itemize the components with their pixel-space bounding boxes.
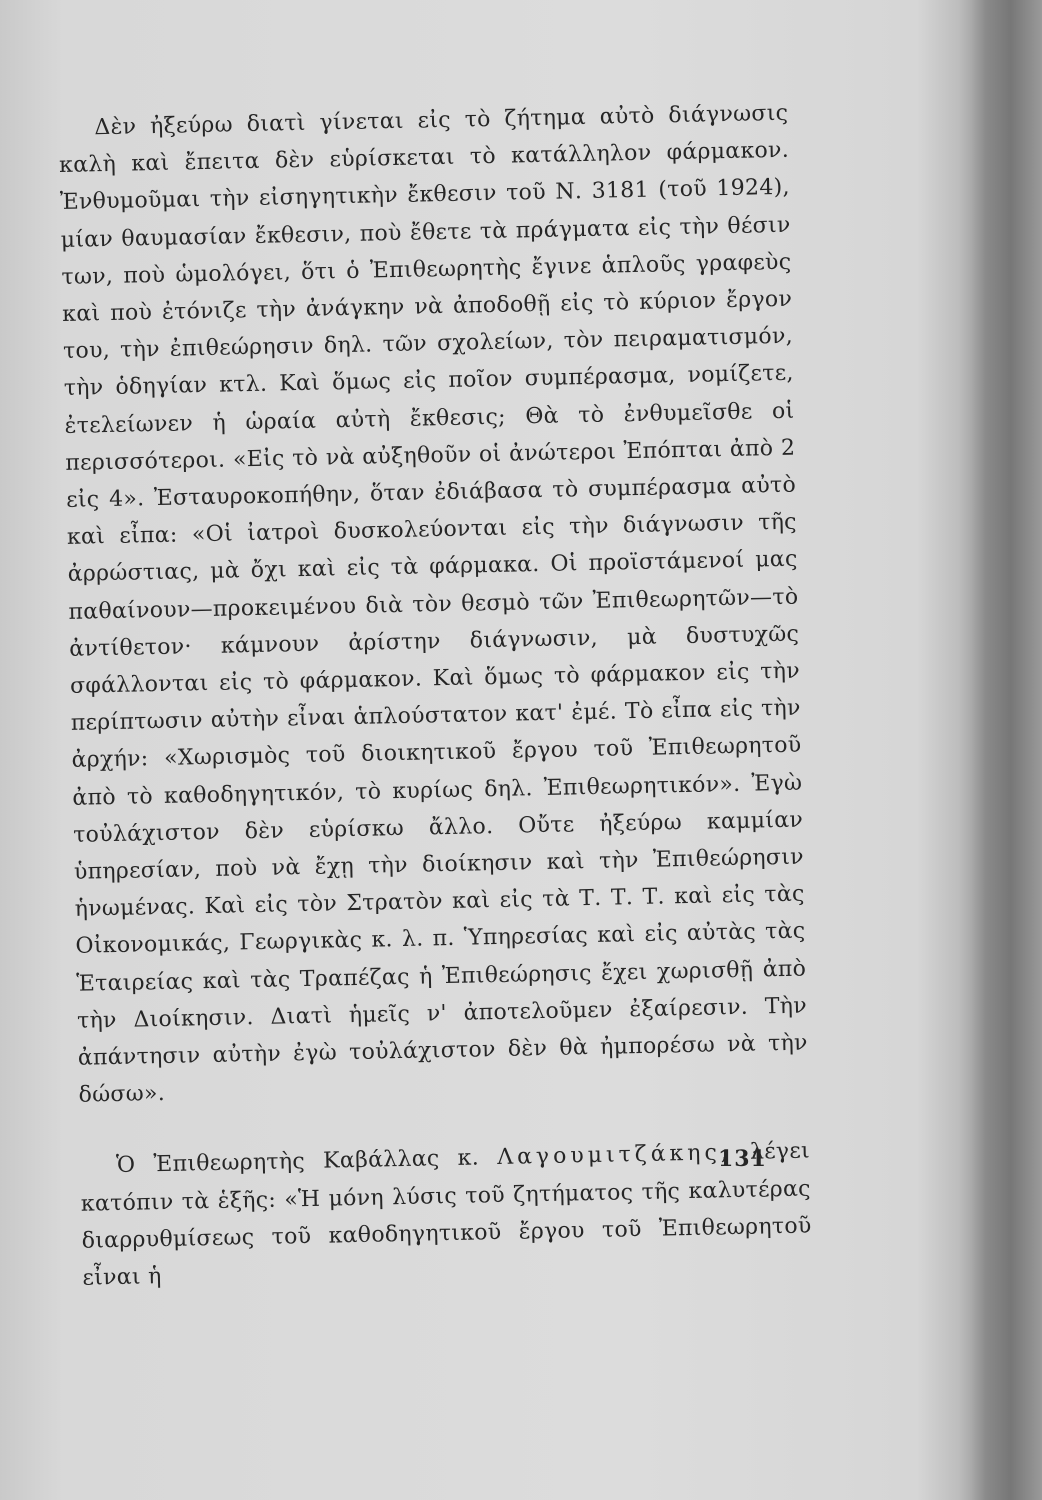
paragraph-2-text: λέγει κατόπιν τὰ ἑξῆς: «Ἡ μόνη λύσις τοῦ ζητήματος τῆς καλυτέρας διαρρυθμίσεως τοῦ καθοδηγητικοῦ ἔργου τοῦ Ἐπιθεωρητοῦ εἶναι ἡ xyxy=(80,1138,812,1291)
page-body xyxy=(58,95,813,1297)
paragraph-2-lead: Ὁ Ἐπιθεωρητὴς Καβάλλας κ. xyxy=(115,1145,480,1179)
speaker-name: Λαγουμιτζάκης, xyxy=(496,1140,733,1171)
paragraph-1: Δὲν ἠξεύρω διατὶ γίνεται εἰς τὸ ζήτημα αὐτὸ διάγνωσις καλὴ καὶ ἔπειτα δὲν εὑρίσκεται τὸ κατάλληλον φάρμακον. Ἐνθυμοῦμαι τὴν εἰσηγητικὴν ἔκθεσιν τοῦ Ν. 3181 (τοῦ 1924), μίαν θαυμασίαν ἔκθεσιν, ποὺ ἔθετε τὰ πράγματα εἰς τὴν θέσιν των, ποὺ ὡμολόγει, ὅτι ὁ Ἐπιθεωρητὴς ἔγινε ἁπλοῦς γραφεὺς καὶ ποὺ ἐτόνιζε τὴν ἀνάγκην νὰ ἀποδοθῇ εἰς τὸ κύριον ἔργον του, τὴν ἐπιθεώρησιν δηλ. τῶν σχολείων, τὸν πειραματισμόν, τὴν ὁδηγίαν κτλ. Καὶ ὅμως εἰς ποῖον συμπέρασμα, νομίζετε, ἐτελείωνεν ἡ ὡραία αὐτὴ ἔκθεσις; Θὰ τὸ ἐνθυμεῖσθε οἱ περισσότεροι. «Εἰς τὸ νὰ αὐξηθοῦν οἱ ἀνώτεροι Ἐπόπται ἀπὸ 2 εἰς 4». Ἐσταυροκοπήθην, ὅταν ἐδιάβασα τὸ συμπέρασμα αὐτὸ καὶ εἶπα: «Οἱ ἰατροὶ δυσκολεύονται εἰς τὴν διάγνωσιν τῆς ἀρρώστιας, μὰ ὄχι καὶ εἰς τὰ φάρμακα. Οἱ προϊστάμενοί μας παθαίνουν—προκειμένου διὰ τὸν θεσμὸ τῶν Ἐπιθεωρητῶν—τὸ ἀντίθετον· κάμνουν ἀρίστην διάγνωσιν, μὰ δυστυχῶς σφάλλονται εἰς τὸ φάρμακον. Καὶ ὅμως τὸ φάρμακον εἰς τὴν περίπτωσιν αὐτὴν εἶναι ἁπλούστατον κατ' ἐμέ. Τὸ εἶπα εἰς τὴν ἀρχήν: «Χωρισμὸς τοῦ διοικητικοῦ ἔργου τοῦ Ἐπιθεωρητοῦ ἀπὸ τὸ καθοδηγητικόν, τὸ κυρίως δηλ. Ἐπιθεωρητικόν». Ἐγὼ τοὐλάχιστον δὲν εὑρίσκω ἄλλο. Οὔτε ἠξεύρω καμμίαν ὑπηρεσίαν, ποὺ νὰ ἔχῃ τὴν διοίκησιν καὶ τὴν Ἐπιθεώρησιν ἡνωμένας. Καὶ εἰς τὸν Στρατὸν καὶ εἰς τὰ Τ. Τ. Τ. καὶ εἰς τὰς Οἰκονομικάς, Γεωργικὰς κ. λ. π. Ὑπηρεσίας καὶ εἰς αὐτὰς τὰς Ἑταιρείας καὶ τὰς Τραπέζας ἡ Ἐπιθεώρησις ἔχει χωρισθῇ ἀπὸ τὴν Διοίκησιν. Διατὶ ἡμεῖς ν' ἀποτελοῦμεν ἐξαίρεσιν. Τὴν ἀπάντησιν αὐτὴν ἐγὼ τοὐλάχιστον δὲν θὰ ἠμπορέσω νὰ τὴν δώσω». xyxy=(58,100,808,1109)
paragraph-2 xyxy=(80,1133,813,1297)
page-number: 131 xyxy=(718,1146,767,1172)
book-spine-shadow xyxy=(972,0,1042,1500)
